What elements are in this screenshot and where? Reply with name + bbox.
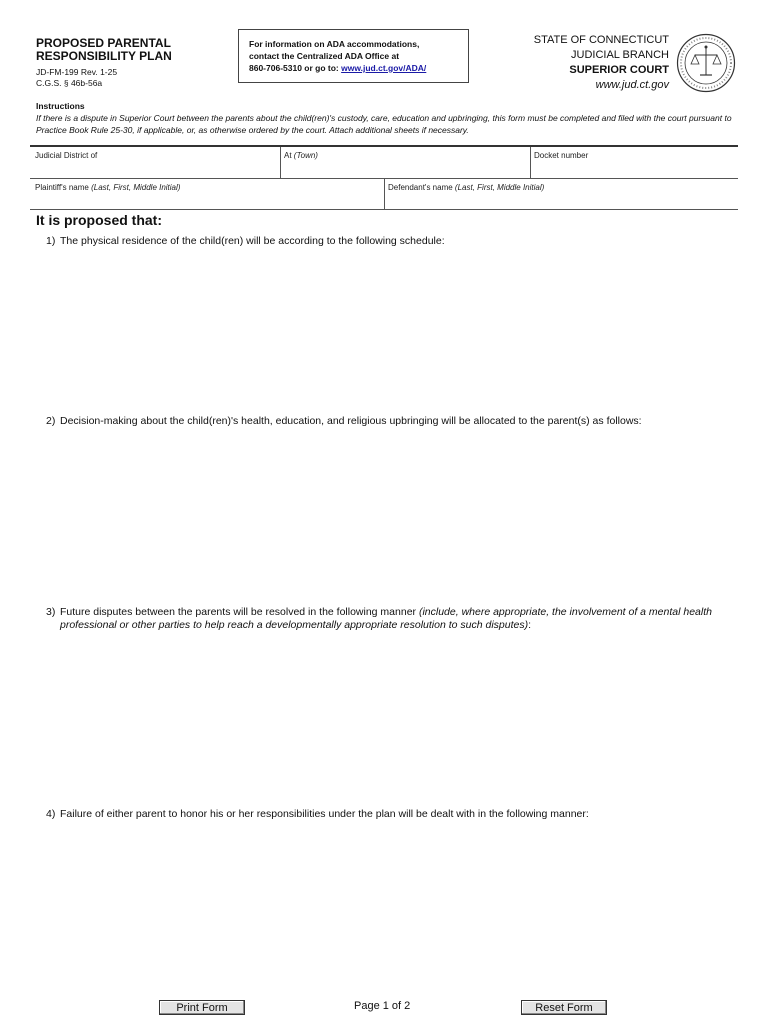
ada-line2: contact the Centralized ADA Office at (249, 51, 400, 61)
plaintiff-name-label: Plaintiff's name (35, 183, 89, 192)
item-text: Failure of either parent to honor his or her responsibilities under the plan will be dealt with in the following manner: (60, 808, 589, 820)
form-meta (36, 67, 117, 89)
instructions (36, 100, 736, 136)
judicial-district-label: Judicial District of (35, 151, 98, 160)
item-text (46, 606, 726, 632)
instructions-text: If there is a dispute in Superior Court between the parents about the child(ren)'s custody, care, education and upbringing, this form must be completed and filed with the court pursuant to Practice Book Rule 25-30, if applicable, or, as otherwise ordered by the court. Attach additional sheets if necessary. (36, 113, 732, 135)
docket-number-label: Docket number (534, 151, 589, 160)
item-number: 3) (46, 606, 56, 618)
defendant-name-field[interactable] (385, 179, 738, 209)
proposed-heading: It is proposed that: (36, 212, 162, 228)
item-text-main: Future disputes between the parents will be resolved in the following manner (60, 606, 419, 618)
town-label: At (284, 151, 292, 160)
defendant-name-hint: (Last, First, Middle Initial) (454, 183, 545, 192)
ada-info-box (238, 29, 469, 83)
judicial-seal-icon (676, 33, 736, 93)
print-form-button[interactable]: Print Form (159, 1000, 245, 1015)
court-name: SUPERIOR COURT (569, 64, 669, 76)
form-title (36, 37, 172, 63)
form-title-line2: RESPONSIBILITY PLAN (36, 49, 172, 63)
item-number: 4) (46, 808, 56, 820)
plaintiff-name-hint: (Last, First, Middle Initial) (91, 183, 181, 192)
town-hint: (Town) (293, 151, 318, 160)
item-text-note: (include, where appropriate, the involvement of a mental health professional or other parties to help reach a developmentally appropriate resolution to such disputes) (60, 606, 712, 631)
field-grid-bottom-rule (30, 209, 738, 210)
ada-link[interactable]: www.jud.ct.gov/ADA/ (341, 63, 427, 73)
form-number: JD-FM-199 Rev. 1-25 (36, 67, 118, 77)
item-text-end: : (528, 619, 532, 631)
future-disputes-input[interactable] (46, 650, 726, 800)
ada-line3 (249, 62, 458, 74)
court-branch: JUDICIAL BRANCH (571, 49, 669, 61)
court-block (534, 33, 669, 93)
decision-making-input[interactable] (46, 448, 726, 598)
town-field[interactable] (281, 147, 530, 178)
item-failure-to-honor (46, 808, 726, 821)
item-number: 1) (46, 235, 56, 247)
item-physical-residence (46, 235, 726, 248)
instructions-heading: Instructions (36, 101, 85, 111)
court-website: www.jud.ct.gov (595, 79, 669, 91)
page-number: Page 1 of 2 (354, 1000, 411, 1012)
item-future-disputes (46, 606, 726, 632)
docket-number-field[interactable] (531, 147, 738, 178)
item-text: The physical residence of the child(ren) will be according to the following schedule: (60, 235, 445, 247)
item-text: Decision-making about the child(ren)'s health, education, and religious upbringing will be allocated to the parent(s) as follows: (60, 415, 642, 427)
judicial-district-field[interactable] (32, 147, 280, 178)
item-decision-making (46, 415, 726, 428)
ada-phone: 860-706-5310 or go to: (249, 63, 342, 73)
form-title-line1: PROPOSED PARENTAL (36, 36, 171, 50)
item-number: 2) (46, 415, 56, 427)
plaintiff-name-field[interactable] (32, 179, 384, 209)
defendant-name-label: Defendant's name (388, 183, 453, 192)
ada-line1: For information on ADA accommodations, (249, 39, 420, 49)
reset-form-button[interactable]: Reset Form (521, 1000, 607, 1015)
court-state: STATE OF CONNECTICUT (533, 34, 669, 46)
statute-reference: C.G.S. § 46b-56a (36, 78, 103, 88)
failure-to-honor-input[interactable] (46, 828, 726, 988)
physical-residence-input[interactable] (46, 255, 726, 405)
